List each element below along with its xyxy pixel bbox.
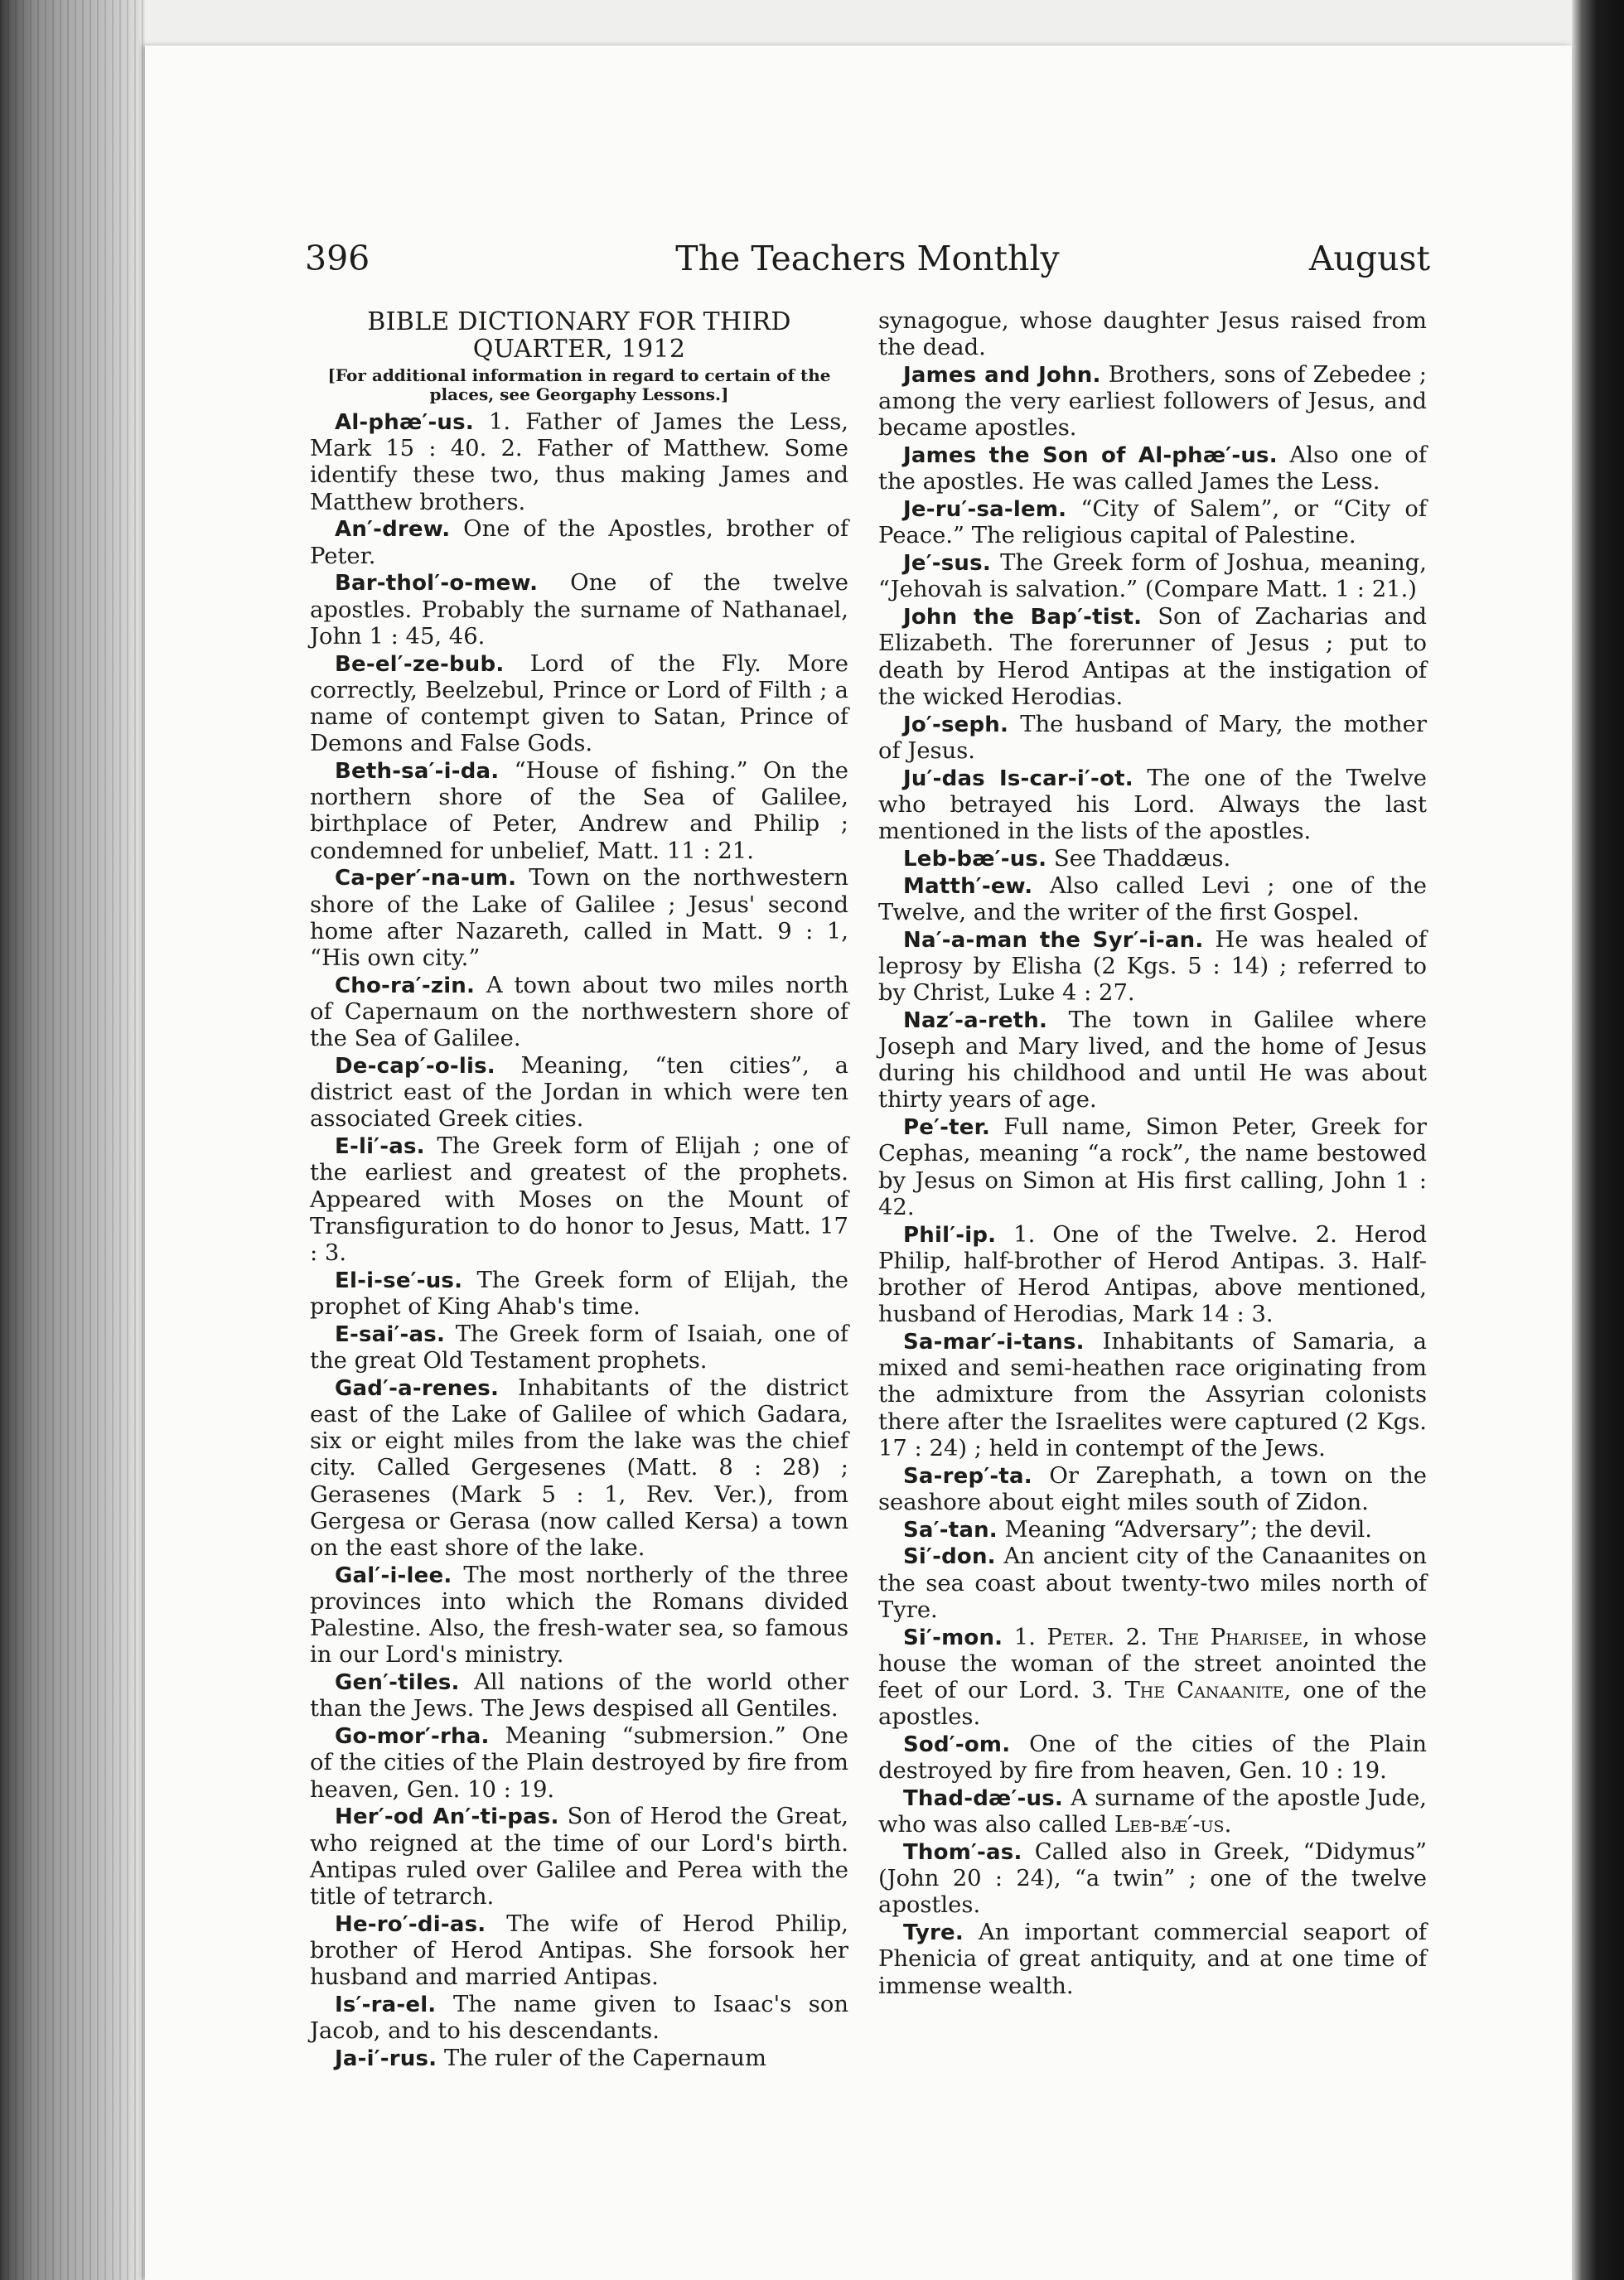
entry-definition: 1. Father of James the Less, Mark 15 : 40. 2. Father of Matthew. Some identify these two, thus making James and Matthew brothers. [310,409,848,515]
entry-term: E-li′-as. [335,1134,425,1160]
entry-definition: One of the twelve apostles. Probably the surname of Nathanael, John 1 : 45, 46. [310,570,848,650]
entry-term: John the Bap′-tist. [903,605,1143,630]
entry [878,1625,1427,1732]
entry [878,1517,1427,1543]
entry-definition: Meaning “submersion.” One of the cities of the Plain destroyed by fire from heaven, Gen. 10 : 19. [310,1723,848,1803]
entry-definition-part: 1. [1013,1624,1047,1650]
entry-definition: The most northerly of the three provinces into which the Romans divided Palestine. Also, the fresh-water sea, so famous in our Lord's ministry. [310,1562,848,1669]
entry-definition: Called also in Greek, “Didymus” (John 20 : 24), “a twin” ; one of the twelve apostles. [878,1839,1427,1919]
entry-definition: Also one of the apostles. He was called James the Less. [878,442,1427,495]
entry-definition: Full name, Simon Peter, Greek for Cephas, meaning “a rock”, the name bestowed by Jesus on Simon at His first calling, John 1 : 42. [878,1114,1427,1220]
entry-term: Al-phæ′-us. [335,410,474,435]
entry-definition: Son of Zacharias and Elizabeth. The forerunner of Jesus ; put to death by Herod Antipas at the instigation of the wicked Herodias. [878,604,1427,710]
entry-definition: All nations of the world other than the Jews. The Jews despised all Gentiles. [310,1669,848,1722]
entry [310,973,848,1053]
entry [878,1222,1427,1329]
entry-definition: One of the cities of the Plain destroyed by fire from heaven, Gen. 10 : 19. [878,1732,1427,1785]
entry-term: Bar-thol′-o-mew. [335,571,539,597]
entry [878,1785,1427,1838]
entry [878,550,1427,603]
entry-definition-part: . 2. [1107,1624,1159,1650]
entry [310,1268,848,1321]
entry [878,1114,1427,1221]
entry [878,1732,1427,1785]
entry [310,1133,848,1267]
entry-term: Na′-a-man the Syr′-i-an. [903,927,1204,953]
entry-definition: Meaning “Adversary”; the devil. [1004,1516,1372,1543]
entry [310,1804,848,1910]
entry-term: Sa′-tan. [903,1517,998,1543]
entry [310,1992,848,2045]
entry-definition: The ruler of the Capernaum [443,2046,766,2072]
entry-term: James the Son of Al-phæ′-us. [903,443,1278,469]
entry-definition: The one of the Twelve who betrayed his Lord. Always the last mentioned in the lists of the apostles. [878,765,1427,845]
left-column [310,308,848,2073]
entry-term: E-sai′-as. [335,1321,446,1347]
entry-definition-part: , one of the apostles. [878,1678,1427,1731]
entry [310,1723,848,1804]
entry [878,1839,1427,1920]
entry [878,846,1427,872]
entry-definition: An ancient city of the Canaanites on the sea coast about twenty-two miles north of Tyre. [878,1543,1427,1623]
entry-definition: The town in Galilee where Joseph and Mary lived, and the home of Jesus during his childhood and until He was about thirty years of age. [878,1007,1427,1113]
entry-definition: 1. One of the Twelve. 2. Herod Philip, half-brother of Herod Antipas. 3. Half-brother of Herod Antipas, above mentioned, husband of Herodias, Mark 14 : 3. [878,1221,1427,1328]
dictionary-title: BIBLE DICTIONARY FOR THIRD QUARTER, 1912 [367,307,791,364]
entry [878,1007,1427,1114]
issue-month: August [1308,239,1430,278]
entry-term: De-cap′-o-lis. [335,1054,495,1080]
entry-term: Gad′-a-renes. [335,1375,500,1401]
entry-term: An′-drew. [335,517,451,543]
entry-continuation: synagogue, whose daughter Jesus raised from the dead. [878,308,1427,361]
entry-definition: The name given to Isaac's son Jacob, and to his descendants. [310,1992,848,2045]
entry-definition: Town on the northwestern shore of the Lake of Galilee ; Jesus' second home after Nazareth, called in Matt. 9 : 1, “His own city.” [310,865,848,972]
entry-definition: Brothers, sons of Zebedee ; among the very earliest followers of Jesus, and became apostles. [878,362,1427,442]
entry [878,927,1427,1007]
entry-term: Beth-sa′-i-da. [335,759,500,785]
entry-term: Thad-dæ′-us. [903,1786,1063,1812]
entry-term: Go-mor′-rha. [335,1724,490,1750]
entry-definition-part: A surname of the apostle Jude, who was also called [878,1785,1427,1838]
entry-term: Matth′-ew. [903,873,1033,899]
entry-term: Je′-sus. [903,551,991,577]
entry [310,1911,848,1992]
entry-definition: One of the Apostles, brother of Peter. [310,516,849,569]
entry-definition: The wife of Herod Philip, brother of Herod Antipas. She forsook her husband and married Antipas. [310,1910,848,1991]
entry-term: Gal′-i-lee. [335,1563,452,1588]
entry-term: Ju′-das Is-car-i′-ot. [903,766,1133,791]
entry-term: Her′-od An′-ti-pas. [335,1804,559,1830]
entry [878,1329,1427,1462]
entry-definition: The Greek form of Elijah, the prophet of King Ahab's time. [310,1267,848,1321]
entry-definition: “House of fishing.” On the northern shore of the Sea of Galilee, birthplace of Peter, Andrew and Philip ; condemned for unbelief, Matt. 11 : 21. [310,758,848,864]
entry-term: El-i-se′-us. [335,1268,463,1293]
entry [310,651,848,758]
entry-term: Naz′-a-reth. [903,1007,1048,1033]
entry-term: Ja-i′-rus. [335,2046,437,2072]
entry-definition: Lord of the Fly. More correctly, Beelzebul, Prince or Lord of Filth ; a name of contempt given to Satan, Prince of Demons and False Gods. [310,650,848,757]
entry [878,873,1427,926]
entry-term: Sod′-om. [903,1732,1011,1758]
entry-definition: “City of Salem”, or “City of Peace.” The religious capital of Palestine. [878,496,1427,549]
entry [878,362,1427,442]
entry [310,1321,848,1374]
entry-definition: Son of Herod the Great, who reigned at the time of our Lord's birth. Antipas ruled over Galilee and Perea with the title of tetrarch. [310,1804,848,1910]
running-header [305,234,1430,283]
entry-term: Leb-bæ′-us. [903,846,1047,872]
entry-definition: Inhabitants of the district east of the Lake of Galilee of which Gadara, six or eight miles from the lake was the chief city. Called Gergesenes (Matt. 8 : 28) ; Gerasenes (Mark 5 : 1, Rev. Ver.), from Gergesa or Gerasa (now called Kersa) a town on the east shore of the lake. [310,1374,848,1562]
right-column [878,308,1427,2000]
entry-definition: A town about two miles north of Capernaum on the northwestern shore of the Sea of Galilee. [310,972,848,1052]
entry [878,496,1427,549]
entry-definition: The Greek form of Isaiah, one of the great Old Testament prophets. [310,1321,848,1374]
entry-term: Sa-mar′-i-tans. [903,1330,1085,1355]
entry [878,1920,1427,2000]
journal-title: The Teachers Monthly [675,239,1060,278]
entry [310,2046,848,2072]
entry-definition: The Greek form of Elijah ; one of the earliest and greatest of the prophets. Appeared with Moses on the Mount of Transfiguration to do honor to Jesus, Matt. 17 : 3. [310,1133,848,1267]
entry-definition-part: , in whose house the woman of the street anointed the feet of our Lord. 3. [878,1624,1427,1704]
entry [310,1563,848,1669]
entry [310,758,848,865]
entry [310,1053,848,1133]
entry-term: Sa-rep′-ta. [903,1463,1032,1489]
entry [878,1543,1427,1624]
entry-term: Je-ru′-sa-lem. [903,497,1067,523]
entry-term: Jo′-seph. [903,712,1009,737]
entry-definition: Inhabitants of Samaria, a mixed and semi-heathen race originating from the admixture from the Assyrian colonists there after the Israelites were captured (2 Kgs. 17 : 24) ; held in contempt of the Jews. [878,1329,1427,1461]
entry-definition: Or Zarephath, a town on the seashore about eight miles south of Zidon. [878,1462,1427,1515]
entry-definition-smallcaps: Leb-bæ′-us [1114,1812,1225,1838]
entry-definition-smallcaps: Peter [1046,1624,1108,1650]
entry-definition-part: . [1224,1812,1232,1838]
entry-term: James and John. [903,363,1101,388]
entry [310,409,848,516]
entry [310,516,848,569]
entry [878,1463,1427,1516]
entry-term: Gen′-tiles. [335,1670,460,1696]
entry-definition: See Thaddæus. [1053,845,1231,872]
entry-term: Si′-mon. [903,1625,1003,1650]
entry [878,442,1427,495]
entry-term: Cho-ra′-zin. [335,973,476,998]
entry-definition: The husband of Mary, the mother of Jesus. [878,711,1427,764]
entry [310,1375,848,1562]
entry-definition: Meaning, “ten cities”, a district east of the Jordan in which were ten associated Greek cities. [310,1053,848,1133]
entry-term: Ca-per′-na-um. [335,866,517,891]
book-spine-edge [0,0,145,2280]
entry-definition-smallcaps: The Pharisee [1158,1624,1303,1650]
scan-right-border [1572,0,1624,2280]
entry [878,604,1427,711]
dictionary-note: [For additional information in regard to certain of the places, see Georgaphy Lessons.] [327,365,831,404]
entry-definition: He was healed of leprosy by Elisha (2 Kgs. 5 : 14) ; referred to by Christ, Luke 4 : 27. [878,926,1427,1007]
entry [310,570,848,650]
entry [310,1669,848,1722]
entry-term: Pe′-ter. [903,1115,990,1141]
entry-term: Be-el′-ze-bub. [335,651,505,677]
entry-definition: Also called Levi ; one of the Twelve, and the writer of the first Gospel. [878,872,1427,925]
entry [878,766,1427,846]
entry-term: He-ro′-di-as. [335,1911,486,1937]
entry [878,712,1427,765]
entry-term: Si′-don. [903,1544,996,1570]
entry-definition-smallcaps: The Canaanite [1124,1678,1284,1704]
entry-term: Is′-ra-el. [335,1993,437,2018]
entry-term: Phil′-ip. [903,1222,997,1248]
entry [310,865,848,972]
entry-term: Tyre. [903,1920,964,1946]
entry-definition: An important commercial seaport of Phenicia of great antiquity, and at one time of immense wealth. [878,1920,1427,1999]
page-number: 396 [305,239,370,278]
entry-term: Thom′-as. [903,1840,1022,1866]
entry-definition: The Greek form of Joshua, meaning, “Jehovah is salvation.” (Compare Matt. 1 : 21.) [878,550,1427,603]
